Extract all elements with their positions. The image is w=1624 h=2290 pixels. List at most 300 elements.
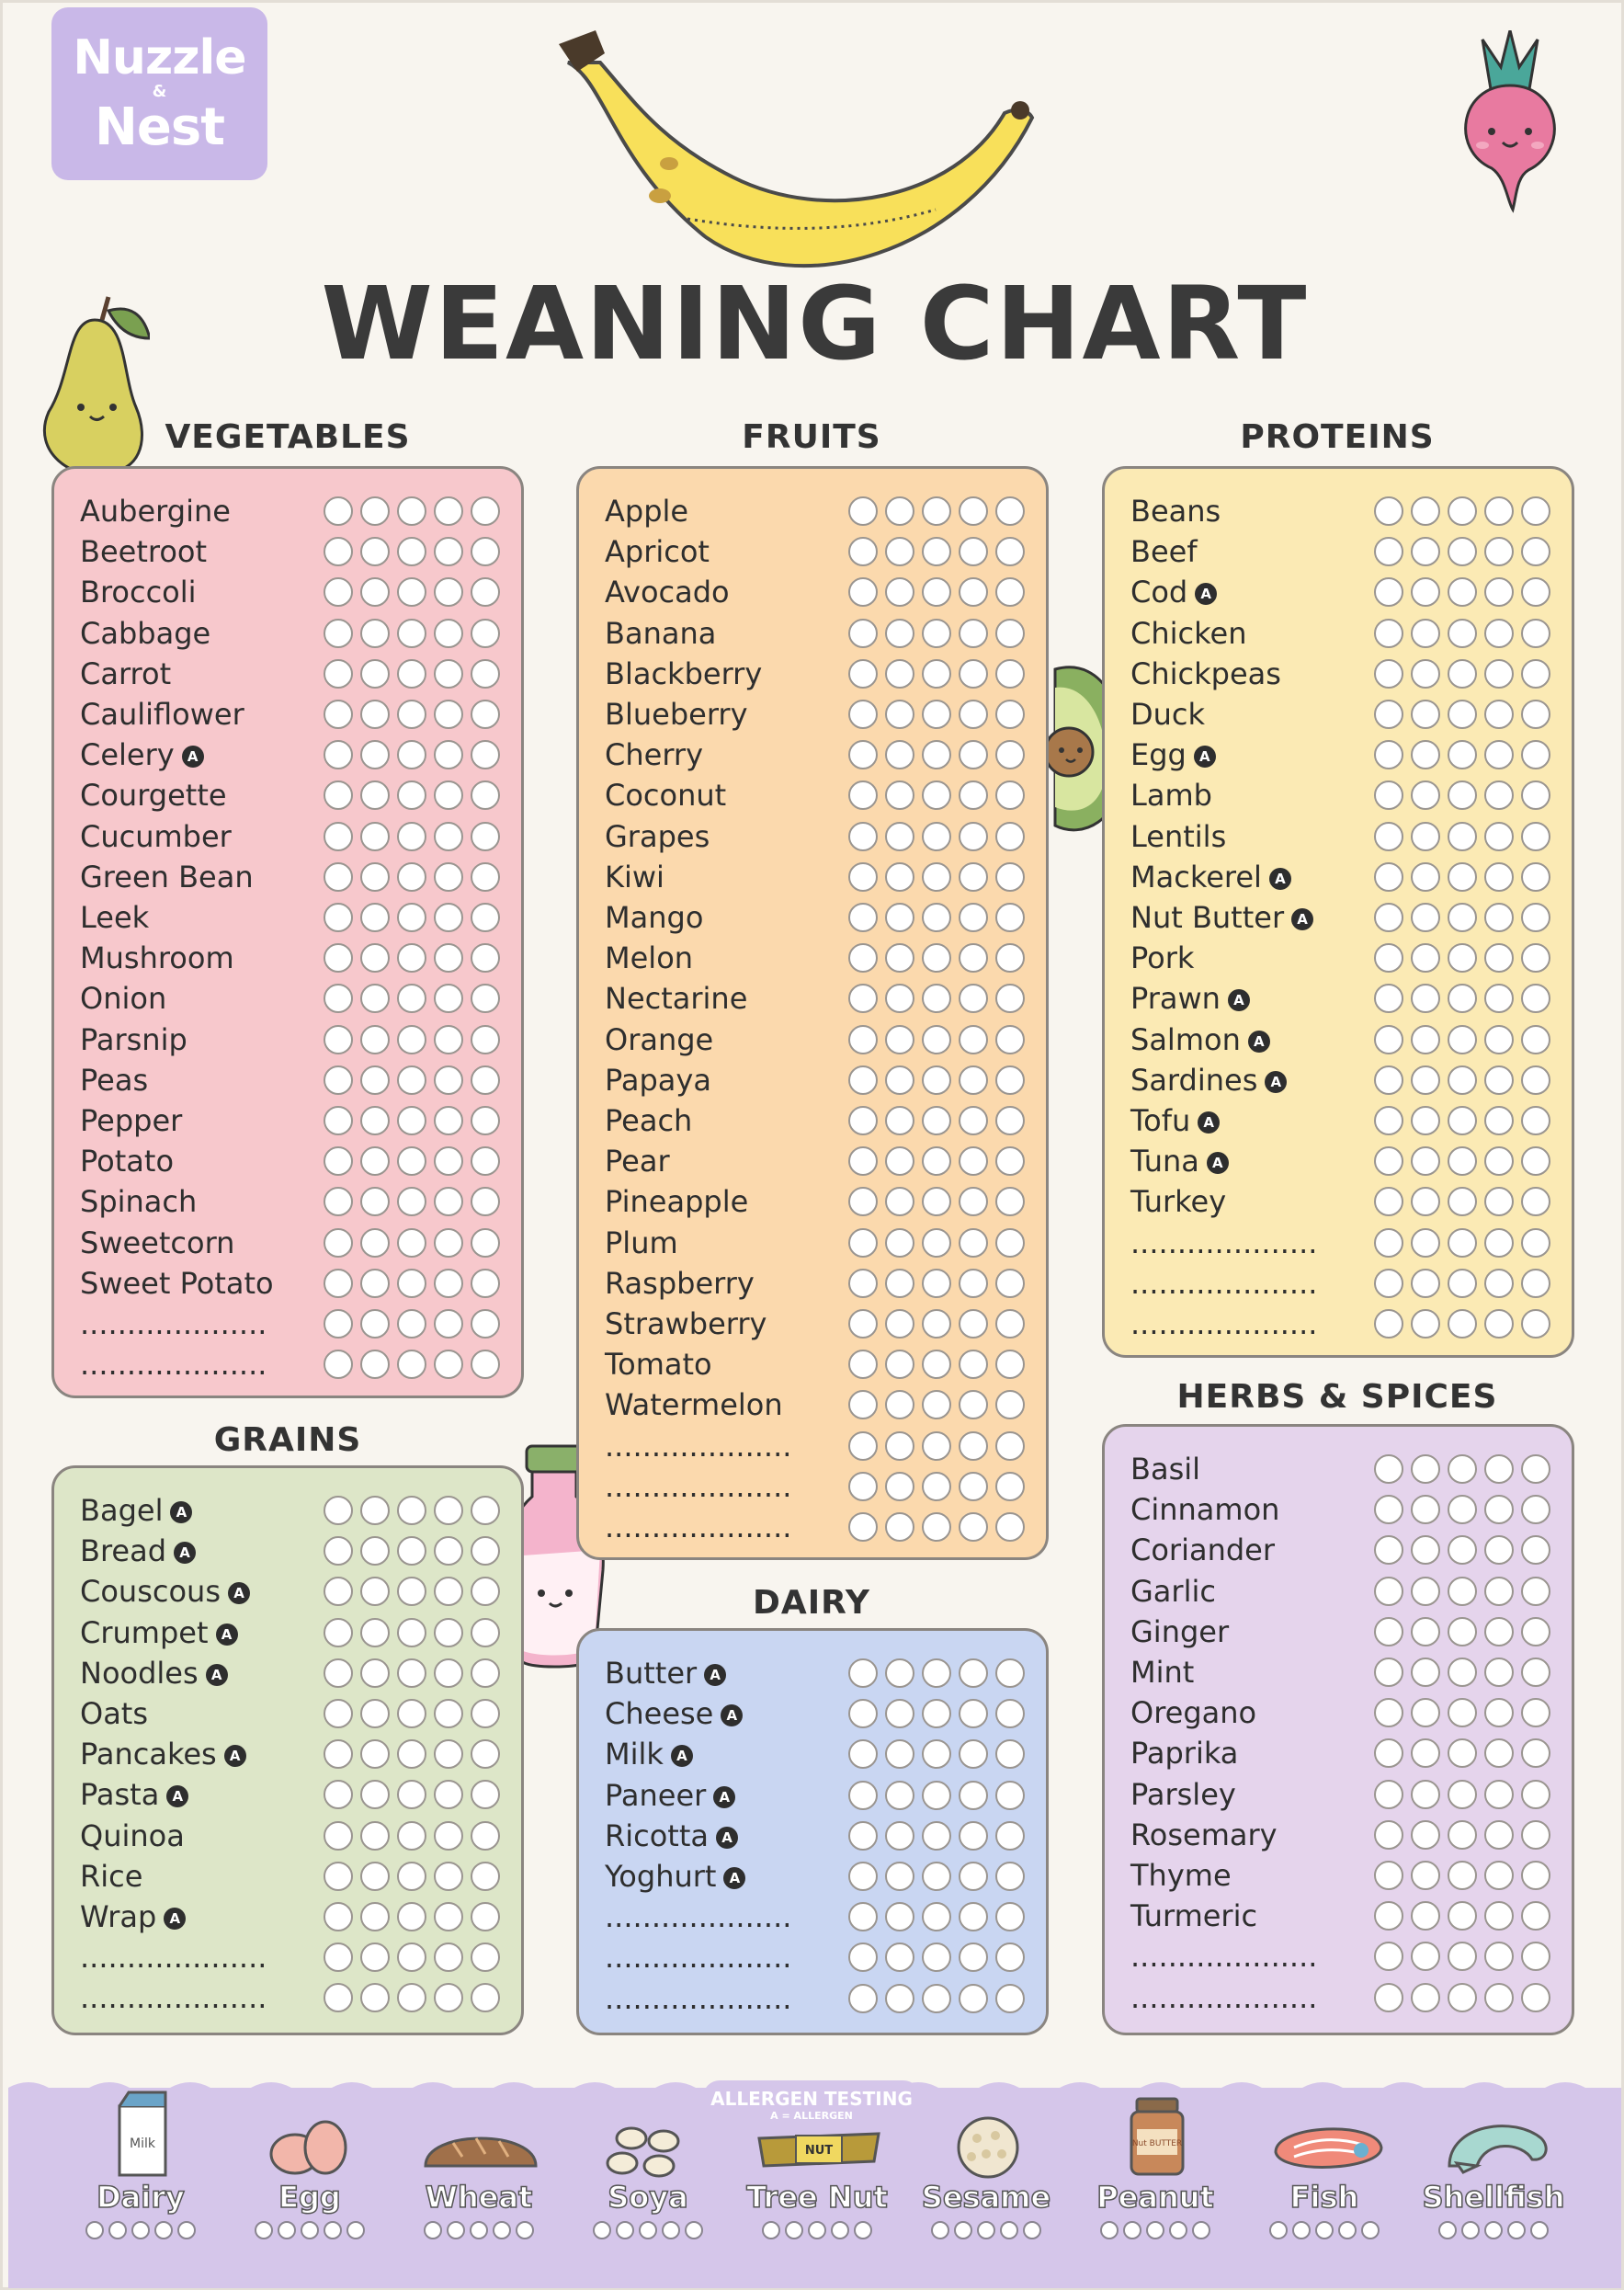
tracking-circle[interactable]	[1374, 1698, 1403, 1727]
tracking-circle[interactable]	[324, 1618, 353, 1647]
tracking-circle[interactable]	[1521, 496, 1550, 526]
tracking-circle[interactable]	[471, 1780, 500, 1809]
tracking-circle[interactable]	[1484, 984, 1514, 1013]
allergen-tracking-circle[interactable]	[1192, 2221, 1210, 2239]
tracking-circle[interactable]	[434, 822, 463, 851]
tracking-circle[interactable]	[360, 659, 390, 689]
tracking-circle[interactable]	[434, 1309, 463, 1339]
tracking-circle[interactable]	[471, 780, 500, 810]
tracking-circle[interactable]	[360, 1269, 390, 1298]
tracking-circle[interactable]	[1448, 984, 1477, 1013]
tracking-circle[interactable]	[922, 1472, 951, 1501]
tracking-circle[interactable]	[995, 984, 1025, 1013]
tracking-circle[interactable]	[959, 619, 988, 648]
tracking-circle[interactable]	[885, 740, 914, 769]
tracking-circle[interactable]	[1521, 537, 1550, 566]
tracking-circle[interactable]	[397, 1025, 426, 1054]
tracking-circle[interactable]	[959, 1431, 988, 1461]
tracking-circle[interactable]	[1411, 1738, 1440, 1768]
tracking-circle[interactable]	[922, 822, 951, 851]
tracking-circle[interactable]	[397, 1902, 426, 1931]
allergen-tracking-circle[interactable]	[255, 2221, 273, 2239]
tracking-circle[interactable]	[471, 577, 500, 607]
tracking-circle[interactable]	[1411, 1983, 1440, 2012]
tracking-circle[interactable]	[1411, 496, 1440, 526]
tracking-circle[interactable]	[1374, 943, 1403, 973]
allergen-tracking-circle[interactable]	[346, 2221, 365, 2239]
tracking-circle[interactable]	[959, 822, 988, 851]
tracking-circle[interactable]	[1374, 822, 1403, 851]
tracking-circle[interactable]	[360, 1699, 390, 1728]
tracking-circle[interactable]	[1521, 1698, 1550, 1727]
tracking-circle[interactable]	[1374, 619, 1403, 648]
tracking-circle[interactable]	[1411, 659, 1440, 689]
tracking-circle[interactable]	[324, 1983, 353, 2012]
tracking-circle[interactable]	[471, 740, 500, 769]
tracking-circle[interactable]	[959, 1350, 988, 1379]
tracking-circle[interactable]	[1448, 1025, 1477, 1054]
tracking-circle[interactable]	[848, 780, 878, 810]
allergen-tracking-circle[interactable]	[1507, 2221, 1526, 2239]
tracking-circle[interactable]	[471, 822, 500, 851]
tracking-circle[interactable]	[471, 1943, 500, 1972]
tracking-circle[interactable]	[922, 1065, 951, 1095]
allergen-tracking-circle[interactable]	[278, 2221, 296, 2239]
tracking-circle[interactable]	[1521, 1535, 1550, 1565]
tracking-circle[interactable]	[397, 1350, 426, 1379]
tracking-circle[interactable]	[1374, 659, 1403, 689]
tracking-circle[interactable]	[848, 1228, 878, 1258]
tracking-circle[interactable]	[885, 1699, 914, 1728]
tracking-circle[interactable]	[848, 1658, 878, 1688]
tracking-circle[interactable]	[1484, 659, 1514, 689]
tracking-circle[interactable]	[848, 1472, 878, 1501]
tracking-circle[interactable]	[324, 1658, 353, 1688]
tracking-circle[interactable]	[1484, 862, 1514, 892]
tracking-circle[interactable]	[1448, 1269, 1477, 1298]
tracking-circle[interactable]	[848, 1065, 878, 1095]
tracking-circle[interactable]	[324, 740, 353, 769]
tracking-circle[interactable]	[995, 1269, 1025, 1298]
tracking-circle[interactable]	[1374, 740, 1403, 769]
tracking-circle[interactable]	[1374, 984, 1403, 1013]
tracking-circle[interactable]	[434, 1187, 463, 1216]
tracking-circle[interactable]	[397, 862, 426, 892]
tracking-circle[interactable]	[324, 1699, 353, 1728]
tracking-circle[interactable]	[397, 1146, 426, 1176]
tracking-circle[interactable]	[324, 537, 353, 566]
tracking-circle[interactable]	[1411, 1495, 1440, 1524]
tracking-circle[interactable]	[1374, 903, 1403, 932]
tracking-circle[interactable]	[959, 1658, 988, 1688]
tracking-circle[interactable]	[360, 619, 390, 648]
tracking-circle[interactable]	[1411, 577, 1440, 607]
tracking-circle[interactable]	[324, 577, 353, 607]
tracking-circle[interactable]	[922, 1350, 951, 1379]
tracking-circle[interactable]	[1411, 1228, 1440, 1258]
tracking-circle[interactable]	[360, 1862, 390, 1891]
tracking-circle[interactable]	[1374, 1146, 1403, 1176]
tracking-circle[interactable]	[434, 1862, 463, 1891]
tracking-circle[interactable]	[959, 862, 988, 892]
tracking-circle[interactable]	[1411, 1065, 1440, 1095]
allergen-tracking-circle[interactable]	[931, 2221, 949, 2239]
tracking-circle[interactable]	[324, 1146, 353, 1176]
tracking-circle[interactable]	[922, 1821, 951, 1851]
tracking-circle[interactable]	[397, 1496, 426, 1525]
allergen-tracking-circle[interactable]	[324, 2221, 342, 2239]
tracking-circle[interactable]	[995, 537, 1025, 566]
tracking-circle[interactable]	[324, 1577, 353, 1606]
tracking-circle[interactable]	[885, 1658, 914, 1688]
tracking-circle[interactable]	[1521, 1983, 1550, 2012]
tracking-circle[interactable]	[1374, 862, 1403, 892]
tracking-circle[interactable]	[848, 1512, 878, 1542]
tracking-circle[interactable]	[959, 1065, 988, 1095]
tracking-circle[interactable]	[1411, 1269, 1440, 1298]
tracking-circle[interactable]	[922, 1106, 951, 1135]
tracking-circle[interactable]	[995, 1739, 1025, 1769]
tracking-circle[interactable]	[1484, 577, 1514, 607]
tracking-circle[interactable]	[885, 1106, 914, 1135]
allergen-tracking-circle[interactable]	[662, 2221, 680, 2239]
tracking-circle[interactable]	[324, 619, 353, 648]
tracking-circle[interactable]	[324, 1821, 353, 1851]
tracking-circle[interactable]	[1484, 780, 1514, 810]
tracking-circle[interactable]	[922, 1228, 951, 1258]
tracking-circle[interactable]	[848, 1146, 878, 1176]
tracking-circle[interactable]	[434, 1699, 463, 1728]
tracking-circle[interactable]	[324, 1269, 353, 1298]
tracking-circle[interactable]	[1521, 740, 1550, 769]
tracking-circle[interactable]	[848, 1862, 878, 1891]
tracking-circle[interactable]	[360, 1739, 390, 1769]
tracking-circle[interactable]	[959, 1821, 988, 1851]
tracking-circle[interactable]	[922, 537, 951, 566]
tracking-circle[interactable]	[434, 537, 463, 566]
tracking-circle[interactable]	[1448, 1861, 1477, 1890]
tracking-circle[interactable]	[1521, 700, 1550, 729]
tracking-circle[interactable]	[995, 1943, 1025, 1972]
tracking-circle[interactable]	[959, 1943, 988, 1972]
tracking-circle[interactable]	[848, 1025, 878, 1054]
tracking-circle[interactable]	[1484, 1309, 1514, 1339]
tracking-circle[interactable]	[397, 1577, 426, 1606]
tracking-circle[interactable]	[885, 619, 914, 648]
tracking-circle[interactable]	[848, 943, 878, 973]
tracking-circle[interactable]	[922, 577, 951, 607]
tracking-circle[interactable]	[1411, 1025, 1440, 1054]
tracking-circle[interactable]	[922, 1187, 951, 1216]
tracking-circle[interactable]	[848, 1390, 878, 1419]
tracking-circle[interactable]	[397, 496, 426, 526]
tracking-circle[interactable]	[324, 1025, 353, 1054]
tracking-circle[interactable]	[1484, 1106, 1514, 1135]
tracking-circle[interactable]	[959, 1025, 988, 1054]
tracking-circle[interactable]	[1448, 619, 1477, 648]
tracking-circle[interactable]	[885, 1269, 914, 1298]
tracking-circle[interactable]	[885, 1228, 914, 1258]
tracking-circle[interactable]	[1448, 1065, 1477, 1095]
allergen-tracking-circle[interactable]	[685, 2221, 703, 2239]
tracking-circle[interactable]	[471, 1025, 500, 1054]
tracking-circle[interactable]	[1484, 822, 1514, 851]
tracking-circle[interactable]	[1448, 496, 1477, 526]
tracking-circle[interactable]	[1484, 1535, 1514, 1565]
tracking-circle[interactable]	[922, 862, 951, 892]
tracking-circle[interactable]	[1374, 1454, 1403, 1484]
tracking-circle[interactable]	[885, 780, 914, 810]
allergen-tracking-circle[interactable]	[831, 2221, 849, 2239]
tracking-circle[interactable]	[995, 1309, 1025, 1339]
tracking-circle[interactable]	[1448, 1106, 1477, 1135]
tracking-circle[interactable]	[959, 1269, 988, 1298]
allergen-tracking-circle[interactable]	[1438, 2221, 1457, 2239]
tracking-circle[interactable]	[1521, 1901, 1550, 1931]
tracking-circle[interactable]	[360, 537, 390, 566]
allergen-tracking-circle[interactable]	[1530, 2221, 1549, 2239]
tracking-circle[interactable]	[1484, 1820, 1514, 1850]
tracking-circle[interactable]	[1374, 1535, 1403, 1565]
tracking-circle[interactable]	[1374, 1780, 1403, 1809]
tracking-circle[interactable]	[1521, 862, 1550, 892]
tracking-circle[interactable]	[1374, 1983, 1403, 2012]
tracking-circle[interactable]	[324, 700, 353, 729]
tracking-circle[interactable]	[360, 496, 390, 526]
tracking-circle[interactable]	[1411, 984, 1440, 1013]
allergen-tracking-circle[interactable]	[1023, 2221, 1041, 2239]
allergen-tracking-circle[interactable]	[177, 2221, 196, 2239]
tracking-circle[interactable]	[1521, 1658, 1550, 1687]
tracking-circle[interactable]	[1484, 700, 1514, 729]
tracking-circle[interactable]	[471, 1350, 500, 1379]
tracking-circle[interactable]	[324, 1187, 353, 1216]
tracking-circle[interactable]	[1448, 822, 1477, 851]
tracking-circle[interactable]	[360, 700, 390, 729]
tracking-circle[interactable]	[434, 903, 463, 932]
tracking-circle[interactable]	[1521, 1146, 1550, 1176]
tracking-circle[interactable]	[324, 1309, 353, 1339]
tracking-circle[interactable]	[397, 822, 426, 851]
tracking-circle[interactable]	[1448, 1658, 1477, 1687]
tracking-circle[interactable]	[324, 659, 353, 689]
tracking-circle[interactable]	[922, 943, 951, 973]
allergen-tracking-circle[interactable]	[470, 2221, 488, 2239]
tracking-circle[interactable]	[1374, 1495, 1403, 1524]
tracking-circle[interactable]	[360, 1146, 390, 1176]
tracking-circle[interactable]	[1521, 1065, 1550, 1095]
allergen-tracking-circle[interactable]	[447, 2221, 465, 2239]
tracking-circle[interactable]	[1484, 1065, 1514, 1095]
tracking-circle[interactable]	[885, 1146, 914, 1176]
tracking-circle[interactable]	[1411, 1106, 1440, 1135]
tracking-circle[interactable]	[360, 943, 390, 973]
tracking-circle[interactable]	[1521, 1269, 1550, 1298]
tracking-circle[interactable]	[1374, 700, 1403, 729]
tracking-circle[interactable]	[885, 1862, 914, 1891]
tracking-circle[interactable]	[1484, 1495, 1514, 1524]
allergen-tracking-circle[interactable]	[424, 2221, 442, 2239]
tracking-circle[interactable]	[1374, 1658, 1403, 1687]
tracking-circle[interactable]	[995, 1862, 1025, 1891]
tracking-circle[interactable]	[360, 1496, 390, 1525]
tracking-circle[interactable]	[471, 1269, 500, 1298]
tracking-circle[interactable]	[1521, 1187, 1550, 1216]
tracking-circle[interactable]	[995, 619, 1025, 648]
tracking-circle[interactable]	[360, 1658, 390, 1688]
tracking-circle[interactable]	[434, 1618, 463, 1647]
tracking-circle[interactable]	[848, 1902, 878, 1931]
tracking-circle[interactable]	[1411, 943, 1440, 973]
tracking-circle[interactable]	[1374, 1738, 1403, 1768]
tracking-circle[interactable]	[885, 822, 914, 851]
tracking-circle[interactable]	[1521, 1617, 1550, 1646]
allergen-tracking-circle[interactable]	[301, 2221, 319, 2239]
tracking-circle[interactable]	[959, 1739, 988, 1769]
tracking-circle[interactable]	[1484, 1738, 1514, 1768]
tracking-circle[interactable]	[360, 577, 390, 607]
tracking-circle[interactable]	[995, 700, 1025, 729]
tracking-circle[interactable]	[1484, 496, 1514, 526]
tracking-circle[interactable]	[1374, 1187, 1403, 1216]
tracking-circle[interactable]	[360, 1106, 390, 1135]
tracking-circle[interactable]	[360, 903, 390, 932]
tracking-circle[interactable]	[922, 984, 951, 1013]
allergen-tracking-circle[interactable]	[131, 2221, 150, 2239]
tracking-circle[interactable]	[1448, 1901, 1477, 1931]
tracking-circle[interactable]	[995, 1984, 1025, 2013]
allergen-tracking-circle[interactable]	[616, 2221, 634, 2239]
allergen-tracking-circle[interactable]	[762, 2221, 780, 2239]
allergen-tracking-circle[interactable]	[1100, 2221, 1119, 2239]
tracking-circle[interactable]	[434, 1065, 463, 1095]
tracking-circle[interactable]	[995, 659, 1025, 689]
tracking-circle[interactable]	[471, 1146, 500, 1176]
tracking-circle[interactable]	[360, 1025, 390, 1054]
tracking-circle[interactable]	[471, 1536, 500, 1566]
tracking-circle[interactable]	[885, 1512, 914, 1542]
tracking-circle[interactable]	[1411, 1577, 1440, 1606]
tracking-circle[interactable]	[471, 1618, 500, 1647]
tracking-circle[interactable]	[324, 1943, 353, 1972]
tracking-circle[interactable]	[959, 496, 988, 526]
tracking-circle[interactable]	[1374, 1025, 1403, 1054]
tracking-circle[interactable]	[959, 1512, 988, 1542]
tracking-circle[interactable]	[434, 1780, 463, 1809]
tracking-circle[interactable]	[848, 619, 878, 648]
tracking-circle[interactable]	[397, 700, 426, 729]
tracking-circle[interactable]	[922, 780, 951, 810]
tracking-circle[interactable]	[959, 943, 988, 973]
tracking-circle[interactable]	[434, 1739, 463, 1769]
tracking-circle[interactable]	[959, 1902, 988, 1931]
tracking-circle[interactable]	[922, 1269, 951, 1298]
tracking-circle[interactable]	[360, 1618, 390, 1647]
tracking-circle[interactable]	[360, 1577, 390, 1606]
tracking-circle[interactable]	[1411, 537, 1440, 566]
tracking-circle[interactable]	[471, 903, 500, 932]
tracking-circle[interactable]	[848, 1309, 878, 1339]
tracking-circle[interactable]	[397, 577, 426, 607]
tracking-circle[interactable]	[1411, 1617, 1440, 1646]
tracking-circle[interactable]	[1448, 1454, 1477, 1484]
tracking-circle[interactable]	[1484, 1780, 1514, 1809]
allergen-tracking-circle[interactable]	[1315, 2221, 1334, 2239]
tracking-circle[interactable]	[1374, 1901, 1403, 1931]
tracking-circle[interactable]	[1521, 1780, 1550, 1809]
tracking-circle[interactable]	[1448, 780, 1477, 810]
tracking-circle[interactable]	[1484, 1983, 1514, 2012]
tracking-circle[interactable]	[848, 1350, 878, 1379]
tracking-circle[interactable]	[1448, 537, 1477, 566]
tracking-circle[interactable]	[1448, 1577, 1477, 1606]
tracking-circle[interactable]	[1448, 659, 1477, 689]
tracking-circle[interactable]	[959, 1146, 988, 1176]
tracking-circle[interactable]	[324, 1780, 353, 1809]
tracking-circle[interactable]	[360, 1902, 390, 1931]
tracking-circle[interactable]	[885, 1309, 914, 1339]
tracking-circle[interactable]	[885, 659, 914, 689]
tracking-circle[interactable]	[1521, 903, 1550, 932]
tracking-circle[interactable]	[959, 1699, 988, 1728]
tracking-circle[interactable]	[885, 943, 914, 973]
tracking-circle[interactable]	[848, 740, 878, 769]
tracking-circle[interactable]	[959, 1862, 988, 1891]
tracking-circle[interactable]	[434, 1821, 463, 1851]
tracking-circle[interactable]	[434, 1025, 463, 1054]
tracking-circle[interactable]	[471, 862, 500, 892]
tracking-circle[interactable]	[434, 619, 463, 648]
allergen-tracking-circle[interactable]	[593, 2221, 611, 2239]
tracking-circle[interactable]	[434, 1228, 463, 1258]
tracking-circle[interactable]	[360, 1187, 390, 1216]
tracking-circle[interactable]	[885, 496, 914, 526]
tracking-circle[interactable]	[360, 1228, 390, 1258]
tracking-circle[interactable]	[848, 659, 878, 689]
tracking-circle[interactable]	[848, 1943, 878, 1972]
allergen-tracking-circle[interactable]	[1146, 2221, 1164, 2239]
allergen-tracking-circle[interactable]	[1361, 2221, 1380, 2239]
tracking-circle[interactable]	[1484, 1454, 1514, 1484]
tracking-circle[interactable]	[922, 1902, 951, 1931]
tracking-circle[interactable]	[1484, 1025, 1514, 1054]
tracking-circle[interactable]	[885, 1187, 914, 1216]
tracking-circle[interactable]	[1411, 1698, 1440, 1727]
tracking-circle[interactable]	[959, 537, 988, 566]
tracking-circle[interactable]	[1448, 1187, 1477, 1216]
tracking-circle[interactable]	[1521, 943, 1550, 973]
tracking-circle[interactable]	[397, 1862, 426, 1891]
tracking-circle[interactable]	[922, 903, 951, 932]
tracking-circle[interactable]	[360, 780, 390, 810]
tracking-circle[interactable]	[1411, 1187, 1440, 1216]
tracking-circle[interactable]	[1448, 1780, 1477, 1809]
tracking-circle[interactable]	[1484, 1146, 1514, 1176]
tracking-circle[interactable]	[1521, 780, 1550, 810]
tracking-circle[interactable]	[959, 903, 988, 932]
tracking-circle[interactable]	[471, 700, 500, 729]
tracking-circle[interactable]	[1521, 1454, 1550, 1484]
tracking-circle[interactable]	[1374, 1861, 1403, 1890]
tracking-circle[interactable]	[1521, 984, 1550, 1013]
tracking-circle[interactable]	[1448, 577, 1477, 607]
tracking-circle[interactable]	[471, 1821, 500, 1851]
tracking-circle[interactable]	[324, 1350, 353, 1379]
tracking-circle[interactable]	[471, 1739, 500, 1769]
tracking-circle[interactable]	[885, 1390, 914, 1419]
tracking-circle[interactable]	[471, 984, 500, 1013]
tracking-circle[interactable]	[1374, 1065, 1403, 1095]
